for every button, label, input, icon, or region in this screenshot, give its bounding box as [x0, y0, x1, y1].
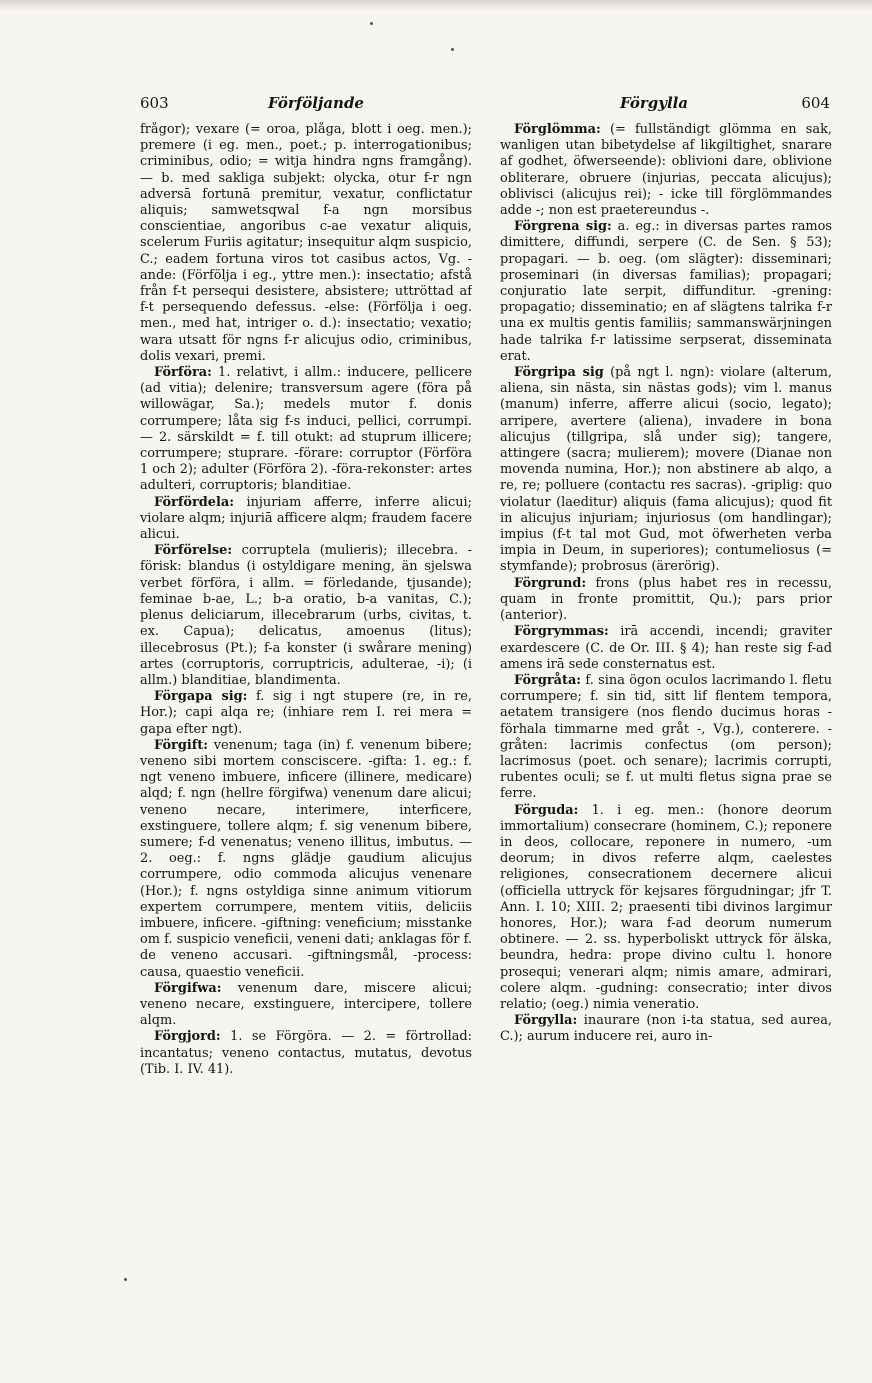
- entry-headword: Förgift:: [154, 737, 209, 753]
- entry-headword: Förgifwa:: [154, 980, 222, 996]
- dictionary-entry: [500, 576, 832, 625]
- entry-text: (på ngt l. ngn): violare (alterum, aliena, sin nästa, sin nästas gods); vim l. manus (manum) inferre, afferre alicui (socio, legato); arripere, avertere (aliena), invadere in bona alicujus (tillgripa, slå under sig); tangere, attingere (sacra; mulierem); movere (Dianae non movenda numina, Hor.); non abstinere ab alqo, a re, re; polluere (contactu res sacras). -griplig: quo violatur (laeditur) aliquis (fama alicujus); quod fit in alicujus injuriam; injuriosus (om handlingar); impius (f-t tal mot Gud, mot öfwerheten verba impia in Deum, in superiores); contumeliosus (= stymfande); probrosus (ärerörig).: [500, 365, 832, 575]
- entry-headword: Förgrund:: [514, 575, 587, 591]
- dictionary-entry: [140, 738, 472, 981]
- entry-text: venenum dare, miscere alicui; veneno necare, exstinguere, intercipere, tollere alqm.: [140, 980, 472, 1029]
- dictionary-entry: [140, 981, 472, 1030]
- entry-text: frågor); vexare (= oroa, plåga, blott i oeg. men.); premere (i eg. men., poet.; p. interrogationibus; criminibus, odio; = witja hindra ngns framgång). — b. med sakliga subjekt: olycka, otur f-r ngn adversā fortunā premitur, vexatur, conflictatur aliquis; samwetsqwal f-a ngn morsibus conscientiae, angoribus c-ae vexatur aliquis, scelerum Furiis agitatur; insequitur alqm suspicio, C.; eadem fortuna viros tot casibus actos, Vg. -ande: (Förfölja i eg., yttre men.): insectatio; afstå från f-t persequi desistere, absistere; uttröttad af f-t persequendo defessus. -else: (Förfölja i oeg. men., med hat, intriger o. d.): insectatio; vexatio; wara utsatt för ngns f-r alicujus odio, criminibus, dolis vexari, premi.: [140, 122, 472, 364]
- page-header: [140, 94, 830, 114]
- dictionary-entry: [500, 1013, 832, 1045]
- dictionary-entry: [140, 543, 472, 689]
- scan-speck: [370, 22, 373, 25]
- dictionary-entry: [140, 689, 472, 738]
- dictionary-entry: [500, 219, 832, 365]
- left-page-number: 603: [140, 94, 169, 112]
- entry-headword: Förgylla:: [514, 1013, 578, 1029]
- right-column: [500, 122, 832, 1367]
- entry-text: f. sina ögon oculos lacrimando l. fletu corrumpere; f. sin tid, sitt lif flentem tempora, aetatem transigere (nos flendo ducimus horas - förhala timmarne med gråt -, Vg.), conterere. -gråten: lacrimis confectus (om person); lacrimosus (poet. och senare); lacrimis corrupti, rubentes oculi; se f. ut multi fletus signa prae se ferre.: [500, 672, 832, 802]
- scan-speck: [124, 1278, 127, 1281]
- dictionary-entry: [140, 495, 472, 544]
- entry-headword: Förgråta:: [514, 672, 582, 688]
- dictionary-entry: [500, 122, 832, 219]
- left-running-headword: Förföljande: [268, 94, 364, 112]
- entry-text: 1. relativt, i allm.: inducere, pellicere (ad vitia); delenire; transversum agere (föra på willowägar, Sa.); medels mutor f. donis corrumpere; låta sig f-s induci, pellici, corrumpi. — 2. särskildt = f. till otukt: ad stuprum illicere; corrumpere; stuprare. -förare: corruptor (Förföra 1 och 2); adulter (Förföra 2). -föra-rekonster: artes adulteri, corruptoris; blanditiae.: [140, 365, 472, 494]
- entry-text: (= fullständigt glömma en sak, wanligen utan bibetydelse af likgiltighet, snarare af godhet, öfwerseende): oblivioni dare, oblivione obliterare, obruere (injurias, peccata alicujus); oblivisci (alicujus rei); - icke till förglömmandes adde -; non est praetereundus -.: [500, 122, 832, 219]
- entry-headword: Förglömma:: [514, 122, 601, 137]
- dictionary-entry: [140, 365, 472, 495]
- entry-text: a. eg.: in diversas partes ramos dimittere, diffundi, serpere (C. de Sen. § 53); propagari. — b. oeg. (om slägter): disseminari; proseminari (in diversas familias); propagari; conjuratio late serpit, diffunditur. -grening: propagatio; disseminatio; en af slägtens talrika f-r una ex multis gentis familiis; sammanswärjningen hade talrika f-r latissime serpserat, disseminata erat.: [500, 219, 832, 364]
- dictionary-entry: [500, 803, 832, 1014]
- entry-text: f. sig i ngt stupere (re, in re, Hor.); capi alqa re; (inhiare rem I. rei mera = gapa efter ngt).: [140, 689, 472, 737]
- entry-text: 1. i eg. men.: (honore deorum immortalium) consecrare (hominem, C.); reponere in deos, collocare, reponere in numero, -um deorum; in divos referre alqm, caelestes religiones, consecrationem decernere alicui (officiella uttryck för kejsares förgudningar; jfr T. Ann. I. 10; XIII. 2; praesenti tibi divinos largimur honores, Hor.); wara f-ad deorum numerum obtinere. — 2. ss. hyperboliskt uttryck för älska, beundra, hedra: prope divino cultu l. honore prosequi; venerari alqm; nimis amare, admirari, colere alqm. -gudning: consecratio; inter divos relatio; (oeg.) nimia veneratio.: [500, 802, 832, 1012]
- entry-headword: Förgrymmas:: [514, 624, 609, 640]
- entry-headword: Förförelse:: [154, 543, 233, 559]
- entry-headword: Förgripa sig: [514, 365, 604, 381]
- left-column: [140, 122, 472, 1367]
- dictionary-entry: [500, 624, 832, 673]
- entry-text: injuriam afferre, inferre alicui; violare alqm; injuriā afficere alqm; fraudem facere alicui.: [140, 494, 472, 543]
- entry-text: 1. se Förgöra. — 2. = förtrollad: incantatus; veneno contactus, mutatus, devotus (Tib. I. IV. 41).: [140, 1029, 472, 1077]
- entry-text: frons (plus habet res in recessu, quam in fronte promittit, Qu.); pars prior (anterior).: [500, 575, 832, 624]
- dictionary-entry: [140, 1029, 472, 1078]
- entry-headword: Förguda:: [514, 802, 579, 818]
- entry-headword: Förgrena sig:: [514, 219, 612, 235]
- entry-headword: Förfördela:: [154, 494, 234, 510]
- dictionary-entry: [500, 365, 832, 576]
- scan-speck: [451, 48, 454, 51]
- entry-text: corruptela (mulieris); illecebra. -förisk: blandus (i ostyldigare mening, än sjelswa verbet förföra, i allm. = förledande, tjusande); feminae b-ae, L.; b-a oratio, b-a vanitas, C.); plenus deliciarum, illecebrarum (urbs, civitas, t. ex. Capua); delicatus, amoenus (litus); illecebrosus (Pt.); f-a konster (i swårare mening) artes (corruptoris, corruptricis, adulterae, -i); (i allm.) blanditiae, blandimenta.: [140, 543, 472, 688]
- right-running-headword: Förgylla: [620, 94, 689, 112]
- scan-edge: [0, 0, 872, 10]
- dictionary-entry: [500, 673, 832, 803]
- entry-text: venenum; taga (in) f. venenum bibere; veneno sibi mortem consciscere. -gifta: 1. eg.: f. ngt veneno imbuere, inficere (illinere, medicare) alqd; f. ngn (hellre förgifwa) venenum dare alicui; veneno necare, interimere, interficere, exstinguere, tollere alqm; f. sig venenum bibere, sumere; f-d venenatus; veneno illitus, imbutus. — 2. oeg.: f. ngns glädje gaudium alicujus corrumpere, odio commoda alicujus venenare (Hor.); f. ngns ostyldiga sinne animum vitiorum expertem corrumpere, mentem vitiis, deliciis imbuere, inficere. -giftning: veneficium; misstanke om f. suspicio veneficii, veneni dati; anklagas för f. de veneno accusari. -giftningsmål, -process: causa, quaestio veneficii.: [140, 737, 472, 980]
- entry-text: irā accendi, incendi; graviter exardescere (C. de Or. III. § 4); han reste sig f-ad amens irā sede consternatus est.: [500, 624, 832, 672]
- entry-headword: Förgjord:: [154, 1029, 221, 1045]
- entry-headword: Förföra:: [154, 365, 212, 381]
- entry-text: inaurare (non i-ta statua, sed aurea, C.); aurum inducere rei, auro in-: [500, 1013, 832, 1045]
- entry-headword: Förgapa sig:: [154, 689, 248, 705]
- right-page-number: 604: [801, 94, 830, 112]
- dictionary-entry: [140, 122, 472, 365]
